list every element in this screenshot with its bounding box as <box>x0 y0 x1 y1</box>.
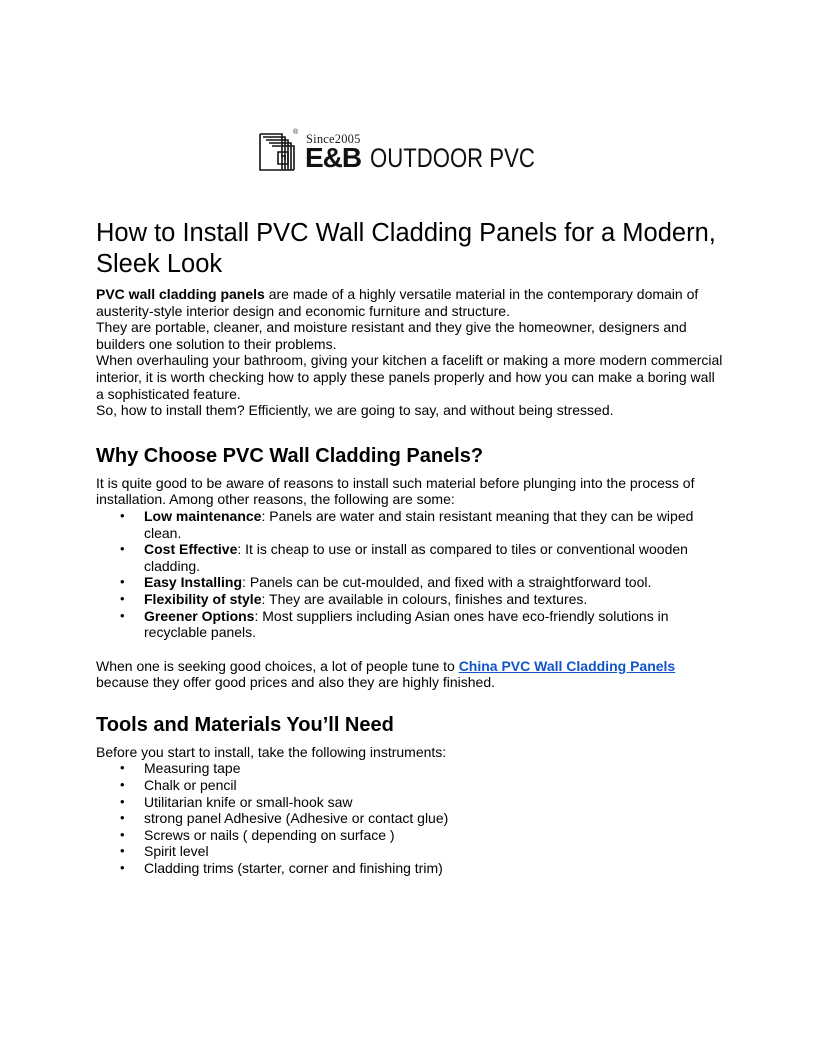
list-item-text: : Panels can be cut-moulded, and fixed with a straightforward tool. <box>242 574 652 591</box>
list-item-text: : Panels are water and stain resistant meaning that they can be wiped clean. <box>144 507 694 541</box>
intro-lead-bold: PVC wall cladding panels <box>96 286 265 302</box>
logo-mark-icon <box>258 132 300 172</box>
list-item: • Chalk or pencil <box>144 777 724 794</box>
list-item <box>144 508 724 541</box>
why-heading: Why Choose PVC Wall Cladding Panels? <box>96 444 484 467</box>
intro-lead-rest: are made of a highly versatile material in the contemporary domain of austerity-style interior design and economic furniture and structure. <box>96 286 699 319</box>
list-item <box>144 574 724 591</box>
logo-brand: E&B <box>305 142 362 173</box>
intro-paragraph-4: So, how to install them? Efficiently, we are going to say, and without being stressed. <box>96 402 614 419</box>
list-item: • Screws or nails ( depending on surface ) <box>144 827 724 844</box>
list-item: • Measuring tape <box>144 760 724 777</box>
list-item <box>144 608 724 641</box>
list-item-text: : It is cheap to use or install as compared to tiles or conventional wooden cladding. <box>144 541 688 574</box>
list-item-bold: Low maintenance <box>144 507 262 524</box>
tools-heading: Tools and Materials You’ll Need <box>96 713 394 736</box>
intro-paragraph-3: When overhauling your bathroom, giving your kitchen a facelift or making a more modern commercial interior, it is worth checking how to apply these panels properly and how you can make a boring wall a sophisticated feature. <box>96 352 723 402</box>
list-item: • Cladding trims (starter, corner and finishing trim) <box>144 860 724 877</box>
page-title: How to Install PVC Wall Cladding Panels for a Modern, Sleek Look <box>96 219 716 278</box>
list-item-text: : Most suppliers including Asian ones have eco-friendly solutions in recyclable panels. <box>144 607 669 641</box>
why-closing <box>96 658 724 691</box>
tools-intro: Before you start to install, take the following instruments: <box>96 743 447 760</box>
article <box>96 218 724 877</box>
why-closing-post: because they offer good prices and also they are highly finished. <box>96 674 495 691</box>
list-item <box>144 541 724 574</box>
list-item <box>144 591 724 608</box>
list-item: • Utilitarian knife or small-hook saw <box>144 794 724 811</box>
brand-logo <box>258 129 550 174</box>
tools-list <box>96 760 724 876</box>
intro-paragraph-1 <box>96 286 724 319</box>
logo-subtitle: OUTDOOR PVC <box>370 143 535 173</box>
list-item: • strong panel Adhesive (Adhesive or contact glue) <box>144 810 724 827</box>
why-intro: It is quite good to be aware of reasons to install such material before plunging into the process of installation. Among other reasons, the following are some: <box>96 474 695 508</box>
china-pvc-panels-link[interactable]: China PVC Wall Cladding Panels <box>458 657 676 674</box>
list-item: • Spirit level <box>144 843 724 860</box>
logo-since: Since2005 <box>306 132 361 146</box>
why-list <box>96 508 724 641</box>
list-item-bold: Cost Effective <box>144 541 238 558</box>
list-item-bold: Flexibility of style <box>144 590 262 607</box>
intro-paragraph-2: They are portable, cleaner, and moisture resistant and they give the homeowner, designers and builders one solution to their problems. <box>96 319 687 352</box>
list-item-bold: Greener Options <box>144 607 255 624</box>
list-item-bold: Easy Installing <box>144 574 243 591</box>
logo-registered: ® <box>293 129 299 136</box>
list-item-text: : They are available in colours, finishes and textures. <box>261 590 588 607</box>
why-closing-pre: When one is seeking good choices, a lot of people tune to <box>96 657 459 674</box>
